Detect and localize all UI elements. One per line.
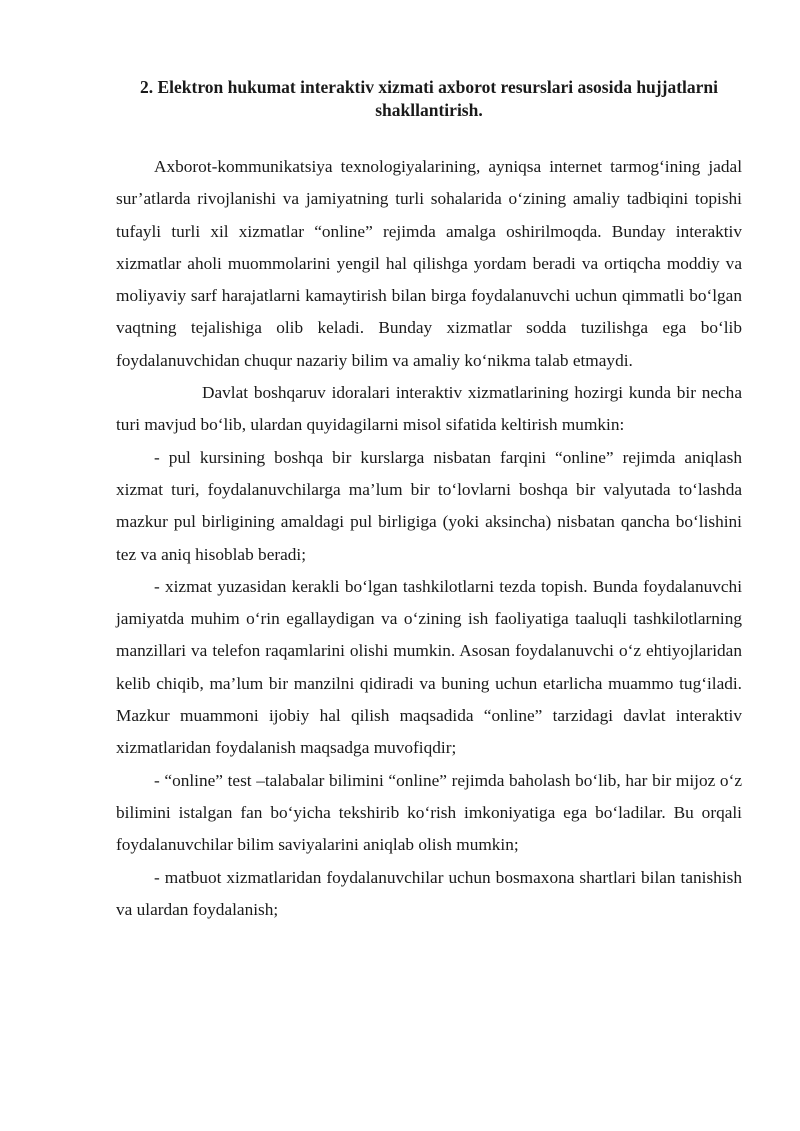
list-item-currency: - pul kursining boshqa bir kurslarga nisbatan farqini “online” rejimda aniqlash xizmat turi, foydalanuvchilarga ma’lum bir to‘lovlarni boshqa bir valyutada to‘lashda mazkur pul birligining amaldagi pul birligiga (yoki aksincha) nisbatan qancha bo‘lishini tez va aniq hisoblab beradi;: [116, 447, 742, 564]
list-item-press-services: - matbuot xizmatlaridan foydalanuvchilar uchun bosmaxona shartlari bilan tanishish va ulardan foydalanish;: [116, 867, 742, 919]
paragraph-intro: Axborot-kommunikatsiya texnologiyalarining, ayniqsa internet tarmog‘ining jadal sur’atlarda rivojlanishi va jamiyatning turli sohalarida o‘zining amaliy tadbiqini topishi tufayli turli xil xizmatlar “online” rejimda amalga oshirilmoqda. Bunday interaktiv xizmatlar aholi muommolarini yengil hal qilishga yordam beradi va ortiqcha moddiy va moliyaviy sarf harajatlarni kamaytirish bilan birga foydalanuvchi uchun qimmatli bo‘lgan vaqtning tejalishiga olib keladi. Bunday xizmatlar sodda tuzilishga ega bo‘lib foydalanuvchidan chuqur nazariy bilim va amaliy ko‘nikma talab etmaydi.: [116, 157, 742, 370]
document-page: [116, 76, 742, 926]
paragraph-types: Davlat boshqaruv idoralari interaktiv xizmatlarining hozirgi kunda bir necha turi mavjud bo‘lib, ulardan quyidagilarni misol sifatida keltirish mumkin:: [116, 383, 742, 435]
list-item-online-test: - “online” test –talabalar bilimini “online” rejimda baholash bo‘lib, har bir mijoz o‘z bilimini istalgan fan bo‘yicha tekshirib ko‘rish imkoniyatiga ega bo‘ladilar. Bu orqali foydalanuvchilar bilim saviyalarini aniqlab olish mumkin;: [116, 770, 742, 855]
document-title: 2. Elektron hukumat interaktiv xizmati axborot resurslari asosida hujjatlarni shakllantirish.: [139, 77, 718, 120]
list-item-organizations: - xizmat yuzasidan kerakli bo‘lgan tashkilotlarni tezda topish. Bunda foydalanuvchi jamiyatda muhim o‘rin egallaydigan va o‘zining ish faoliyatiga taaluqli tashkilotlarning manzillari va telefon raqamlarini olishi mumkin. Asosan foydalanuvchi o‘z ehtiyojlaridan kelib chiqib, ma’lum bir manzilni qidiradi va buning uchun etarlicha muammo tug‘iladi. Mazkur muammoni ijobiy hal qilish maqsadida “online” tarzidagi davlat interaktiv xizmatlaridan foydalanish maqsadga muvofiqdir;: [116, 576, 742, 758]
